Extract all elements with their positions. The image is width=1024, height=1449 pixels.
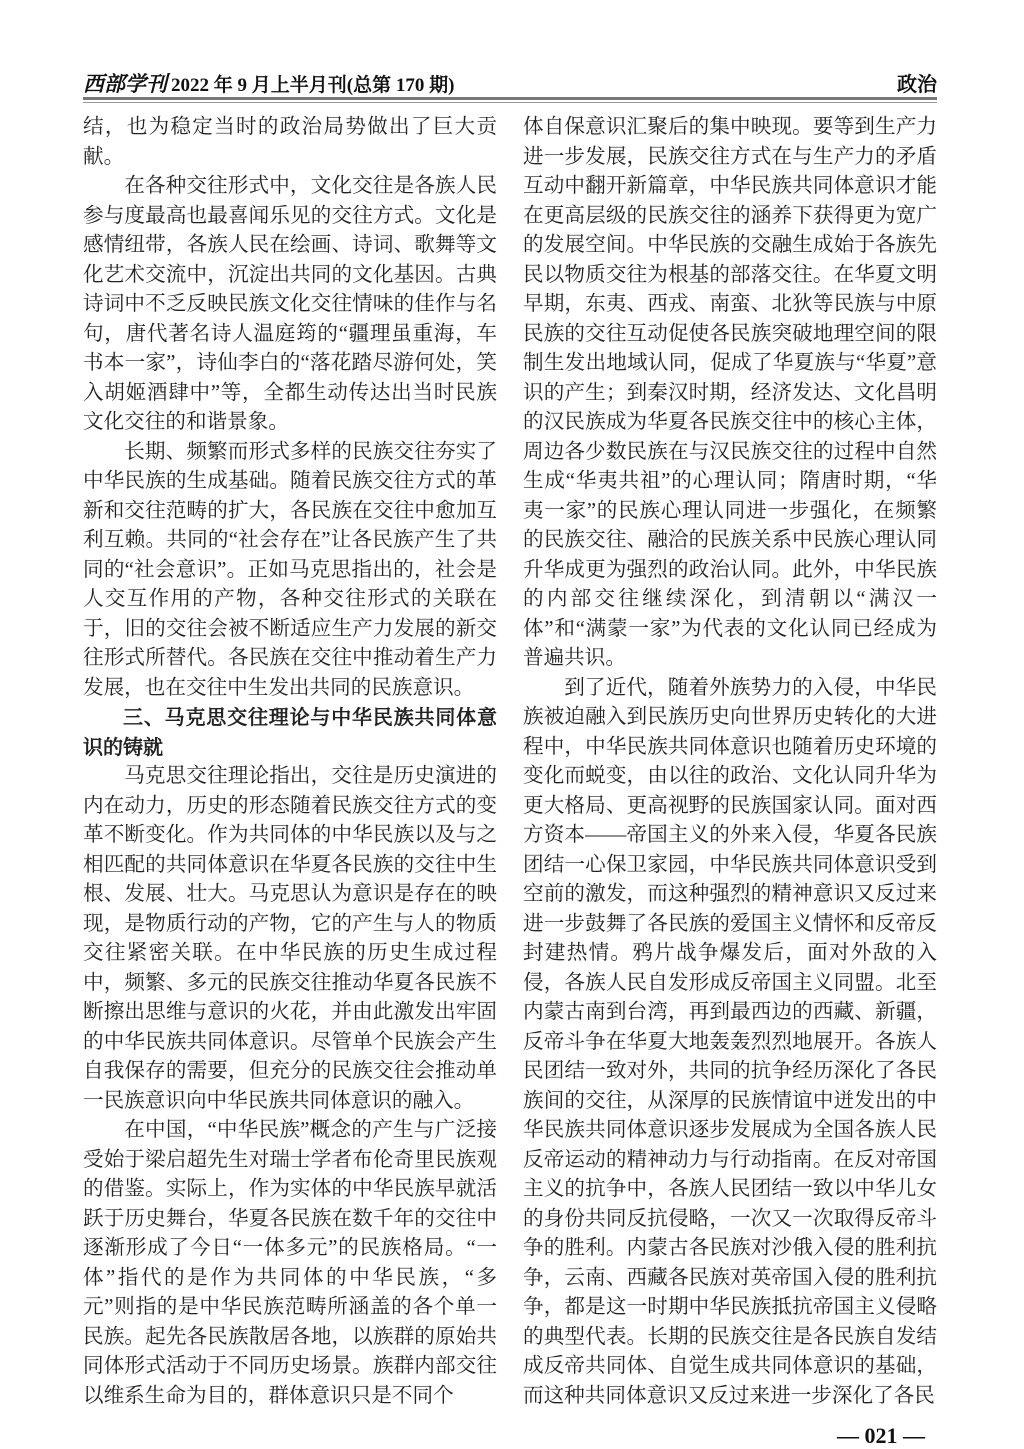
left-column-wrapper — [83, 113, 497, 1411]
section-label: 政治 — [897, 74, 937, 96]
right-column-wrapper — [523, 113, 937, 1449]
journal-logo: 西部学刊 — [83, 72, 167, 96]
left-column — [83, 113, 497, 1411]
paragraph: 体自保意识汇聚后的集中映现。要等到生产力进一步发展，民族交往方式在与生产力的矛盾互动中翻开新篇章，中华民族共同体意识才能在更高层级的民族交往的涵养下获得更为宽广的发展空间。中华民族的交融生成始于各族先民以物质交往为根基的部落交往。在华夏文明早期，东夷、西戎、南蛮、北狄等民族与中原民族的交往互动促使各民族突破地理空间的限制生发出地域认同，促成了华夏族与“华夏”意识的产生；到秦汉时期，经济发达、文化昌明的汉民族成为华夏各民族交往中的核心主体，周边各少数民族在与汉民族交往的过程中自然生成“华夷共祖”的心理认同；隋唐时期，“华夷一家”的民族心理认同进一步强化，在频繁的民族交往、融洽的民族关系中民族心理认同升华成更为强烈的政治认同。此外，中华民族的内部交往继续深化，到清朝以“满汉一体”和“满蒙一家”为代表的文化认同已经成为普遍共识。 — [523, 116, 937, 669]
header-rule — [83, 97, 937, 100]
paragraph: 结，也为稳定当时的政治局势做出了巨大贡献。 — [83, 116, 497, 168]
running-header — [83, 68, 937, 96]
paragraph: 到了近代，随着外族势力的入侵，中华民族被迫融入到民族历史向世界历史转化的大进程中，中华民族共同体意识也随着历史环境的变化而蜕变，由以往的政治、文化认同升华为更大格局、更高视野的民族国家认同。面对西方资本——帝国主义的外来入侵，华夏各民族团结一心保卫家园，中华民族共同体意识受到空前的激发，而这种强烈的精神意识又反过来进一步鼓舞了各民族的爱国主义情怀和反帝反封建热情。鸦片战争爆发后，面对外敌的入侵，各族人民自发形成反帝国主义同盟。北至内蒙古南到台湾，再到最西边的西藏、新疆，反帝斗争在华夏大地轰轰烈烈地展开。各族人民团结一致对外，共同的抗争经历深化了各民族间的交往，从深厚的民族情谊中迸发出的中华民族共同体意识逐步发展成为全国各族人民反帝运动的精神动力与行动指南。在反对帝国主义的抗争中，各族人民团结一致以中华儿女的身份共同反抗侵略，一次又一次取得反帝斗争的胜利。内蒙古各民族对沙俄入侵的胜利抗争，云南、西藏各民族对英帝国入侵的胜利抗争，都是这一时期中华民族抵抗帝国主义侵略的典型代表。长期的民族交往是各民族自发结成反帝共同体、自觉生成共同体意识的基础，而这种共同体意识又反过来进一步深化了各民 — [523, 676, 937, 1407]
right-column — [523, 113, 937, 1411]
page-number: — 021 — — [837, 1423, 925, 1448]
issue-info: 2022 年 9 月上半月刊(总第 170 期) — [171, 75, 455, 96]
paragraph: 在各种交往形式中，文化交往是各族人民参与度最高也最喜闻乐见的交往方式。文化是感情纽带，各族人民在绘画、诗词、歌舞等文化艺术交流中，沉淀出共同的文化基因。古典诗词中不乏反映民族文化交往情味的佳作与名句，唐代著名诗人温庭筠的“疆理虽重海，车书本一家”，诗仙李白的“落花踏尽游何处，笑入胡姬酒肆中”等，全都生动传达出当时民族文化交往的和谐景象。 — [83, 175, 497, 433]
paragraph: 在中国，“中华民族”概念的产生与广泛接受始于梁启超先生对瑞士学者布伦奇里民族观的借鉴。实际上，作为实体的中华民族早就活跃于历史舞台，华夏各民族在数千年的交往中逐渐形成了今日“一体多元”的民族格局。“一体”指代的是作为共同体的中华民族，“多元”则指的是中华民族范畴所涵盖的各个单一民族。起先各民族散居各地，以族群的原始共同体形式活动于不同历史场景。族群内部交往以维系生命为目的，群体意识只是不同个 — [83, 1119, 497, 1407]
section-heading: 三、马克思交往理论与中华民族共同体意识的铸就 — [83, 705, 497, 759]
paragraph: 马克思交往理论指出，交往是历史演进的内在动力，历史的形态随着民族交往方式的变革不断变化。作为共同体的中华民族以及与之相匹配的共同体意识在华夏各民族的交往中生根、发展、壮大。马克思认为意识是存在的映现，是物质行动的产物，它的产生与人的物质交往紧密关联。在中华民族的历史生成过程中，频繁、多元的民族交往推动华夏各民族不断擦出思维与意识的火花，并由此激发出牢固的中华民族共同体意识。尽管单个民族会产生自我保存的需要，但充分的民族交往会推动单一民族意识向中华民族共同体意识的融入。 — [83, 765, 497, 1112]
paragraph: 长期、频繁而形式多样的民族交往夯实了中华民族的生成基础。随着民族交往方式的革新和交往范畴的扩大，各民族在交往中愈加互利互赖。共同的“社会存在”让各民族产生了共同的“社会意识”。正如马克思指出的，社会是人交互作用的产物，各种交往形式的关联在于，旧的交往会被不断适应生产力发展的新交往形式所替代。各民族在交往中推动着生产力发展，也在交往中生发出共同的民族意识。 — [83, 440, 497, 699]
header-rule-thin — [83, 102, 937, 103]
